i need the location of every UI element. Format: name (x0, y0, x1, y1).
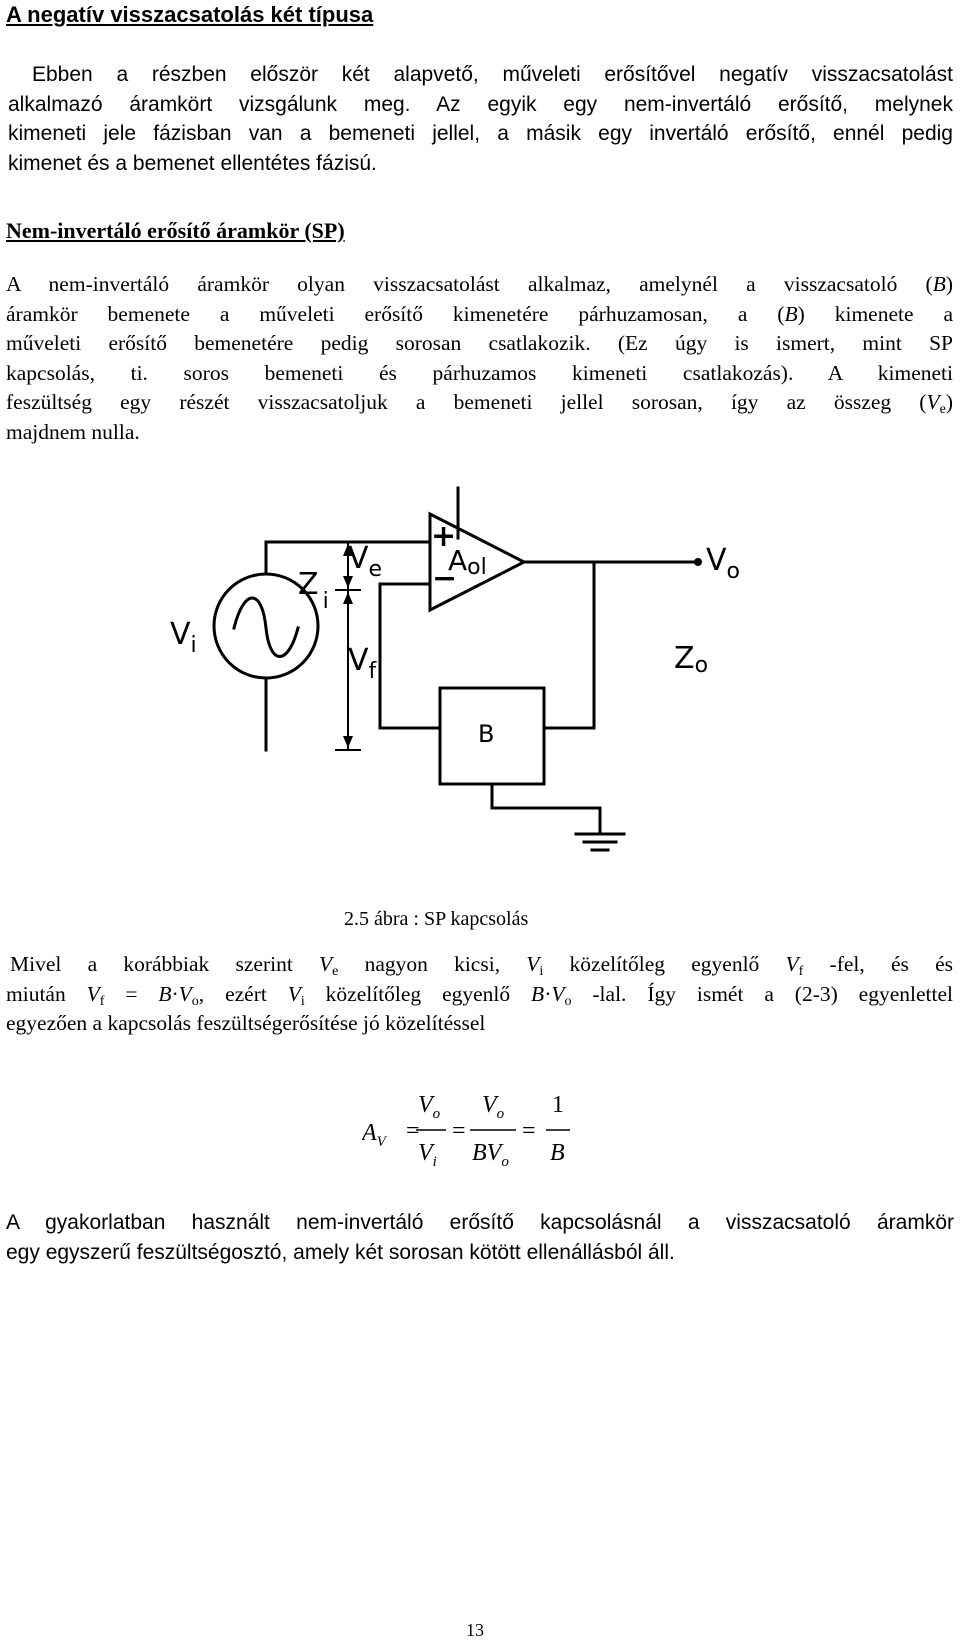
para1-line-1: A nem-invertáló áramkör olyan visszacsatolást alkalmaz, amelynél a visszacsatoló (B) (6, 272, 953, 296)
para1-line-6: majdnem nulla. (6, 419, 140, 444)
vi-label: $V_i$ (170, 617, 197, 658)
para1-line-3: műveleti erősítő bemenetére pedig sorosan csatlakozik. (Ez úgy is ismert, mint SP (6, 331, 953, 355)
equals-2: = (452, 1118, 466, 1144)
page-number: 13 (466, 1620, 484, 1640)
intro-paragraph (8, 60, 953, 178)
fraction2-denominator: $BV_o$ (472, 1140, 509, 1170)
ve-label: $V_e$ (348, 541, 383, 582)
explanation-paragraph (6, 950, 953, 1039)
fraction3-denominator: B (550, 1140, 565, 1166)
minus-input-sign: − (432, 561, 458, 596)
figure-caption: 2.5 ábra : SP kapcsolás (344, 908, 529, 930)
zo-label: Zo (674, 641, 709, 678)
para3-line-1: A gyakorlatban használt nem-invertáló erősítő kapcsolásnál a visszacsatoló áramkör (6, 1211, 954, 1234)
equals-3: = (522, 1118, 536, 1144)
output-node-dot (694, 558, 702, 566)
para3-line-2: egy egyszerű feszültségosztó, amely két sorosan kötött ellenállásból áll. (6, 1240, 675, 1264)
b-block-label: B (478, 720, 495, 748)
para2-line-1: Mivel a korábbiak szerint $V_e$ nagyon kicsi, $V_i$ közelítőleg egyenlő $V_f$ -fel, és és (10, 952, 953, 979)
zi-label: Z $_i$ (298, 567, 329, 614)
para1-line-4: kapcsolás, ti. soros bemeneti és párhuzamos kimeneti csatlakozás). A kimeneti (6, 360, 953, 385)
para1-line-5: feszültség egy részét visszacsatoljuk a bemeneti jellel sorosan, így az összeg $(V_e)$ (6, 390, 953, 417)
intro-line-3: kimeneti jele fázisban van a bemeneti jellel, a másik egy invertáló erősítő, ennél pedig (8, 122, 953, 145)
fraction1-denominator: $V_i$ (418, 1140, 437, 1170)
fraction1-numerator: $V_o$ (418, 1092, 441, 1122)
para2-line-3: egyezően a kapcsolás feszültségerősítése jó közelítéssel (6, 1011, 486, 1035)
fraction2-numerator: $V_o$ (482, 1092, 505, 1122)
subsection-heading: Nem-invertáló erősítő áramkör (SP) (6, 218, 345, 243)
circuit-description-paragraph (6, 270, 953, 447)
gain-symbol: $A_V$ (362, 1120, 386, 1150)
vo-label: $V_o$ (706, 543, 740, 584)
intro-line-1: Ebben a részben először két alapvető, műveleti erősítővel negatív visszacsatolást (32, 63, 953, 86)
intro-line-2: alkalmazó áramkört vizsgálunk meg. Az egyik egy nem-invertáló erősítő, melynek (8, 92, 953, 116)
fraction3-numerator: 1 (552, 1092, 564, 1118)
voltage-gain-formula (362, 1092, 622, 1192)
conclusion-paragraph (6, 1208, 954, 1267)
para1-line-2: áramkör bemenete a műveleti erősítő kimenetére párhuzamosan, a (B) kimenete a (6, 301, 953, 326)
para2-line-2: miután $V_f = B\cdot V_o$, ezért $V_i$ közelítőleg egyenlő $B\cdot V_o$ -lal. Így ismét a (2-3) egyenlettel (6, 981, 953, 1009)
sp-circuit-diagram (140, 478, 820, 874)
intro-line-4: kimenet és a bemenet ellentétes fázisú. (8, 151, 377, 175)
vf-label: $V_f$ (348, 643, 377, 684)
plus-input-sign: + (431, 519, 457, 554)
equals-1: = (406, 1118, 420, 1144)
section-heading: A negatív visszacsatolás két típusa (6, 2, 374, 27)
aol-label: Aol (448, 544, 487, 580)
